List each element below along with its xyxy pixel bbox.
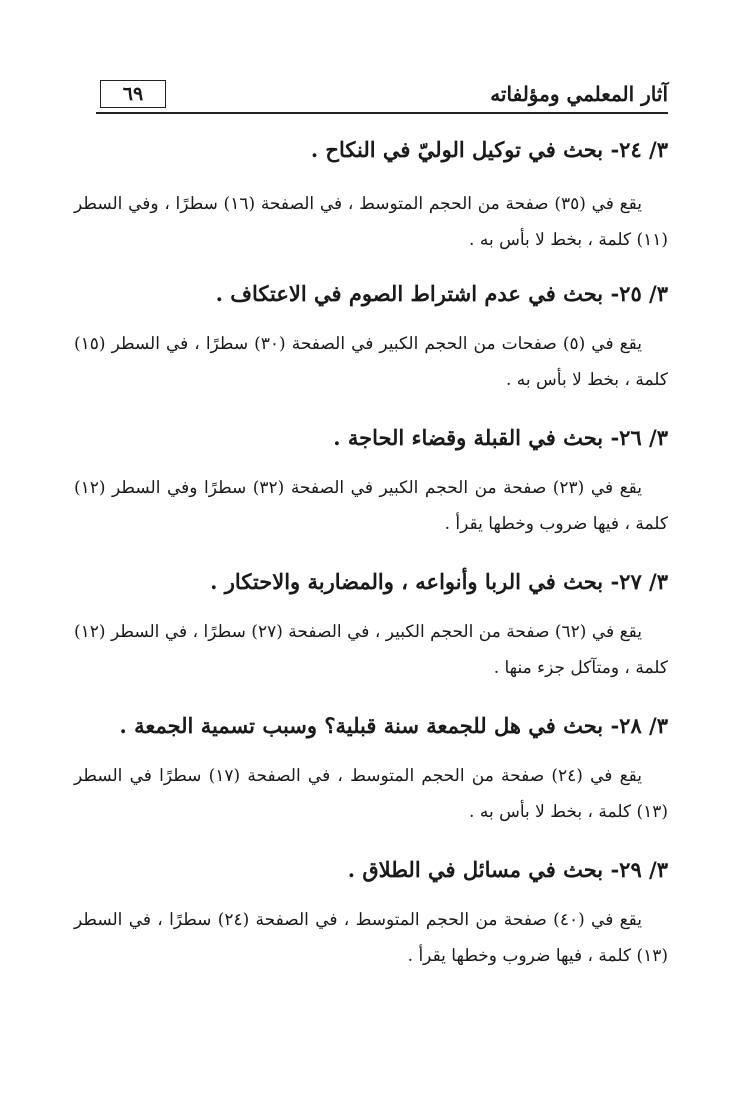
entry-title: ٣/ ٢٦- بحث في القبلة وقضاء الحاجة . [333,425,668,450]
page-number: ٦٩ [100,80,166,108]
entry-description: يقع في (٢٣) صفحة من الحجم الكبير في الصفحة (٣٢) سطرًا وفي السطر (١٢) كلمة ، فيها ضروب وخطها يقرأ . [74,478,668,534]
entry-item [74,274,668,418]
entry-title: ٣/ ٢٧- بحث في الربا وأنواعه ، والمضاربة والاحتكار . [210,569,668,594]
entry-item [74,850,668,994]
entry-title: ٣/ ٢٥- بحث في عدم اشتراط الصوم في الاعتكاف . [215,281,668,306]
entry-item [74,706,668,850]
entry-item [74,562,668,706]
entry-description: يقع في (٥) صفحات من الحجم الكبير في الصفحة (٣٠) سطرًا ، في السطر (١٥) كلمة ، بخط لا بأس به . [74,334,668,390]
entry-description: يقع في (٢٤) صفحة من الحجم المتوسط ، في الصفحة (١٧) سطرًا في السطر (١٣) كلمة ، بخط لا بأس به . [74,766,668,822]
entry-title: ٣/ ٢٨- بحث في هل للجمعة سنة قبلية؟ وسبب تسمية الجمعة . [119,713,668,738]
entry-title: ٣/ ٢٩- بحث في مسائل في الطلاق . [347,857,668,882]
entry-description: يقع في (٣٥) صفحة من الحجم المتوسط ، في الصفحة (١٦) سطرًا ، وفي السطر (١١) كلمة ، بخط لا بأس به . [74,194,668,250]
header-divider [96,112,668,114]
entry-description: يقع في (٦٢) صفحة من الحجم الكبير ، في الصفحة (٢٧) سطرًا ، في السطر (١٢) كلمة ، ومتآكل جزء منها . [74,622,668,678]
entry-description: يقع في (٤٠) صفحة من الحجم المتوسط ، في الصفحة (٢٤) سطرًا ، في السطر (١٣) كلمة ، فيها ضروب وخطها يقرأ . [74,910,668,966]
running-title: آثار المعلمي ومؤلفاته [490,82,668,106]
entry-list [74,130,668,994]
entry-item [74,418,668,562]
page-header [96,80,668,114]
entry-title: ٣/ ٢٤- بحث في توكيل الوليّ في النكاح . [310,137,668,162]
entry-item [74,130,668,274]
